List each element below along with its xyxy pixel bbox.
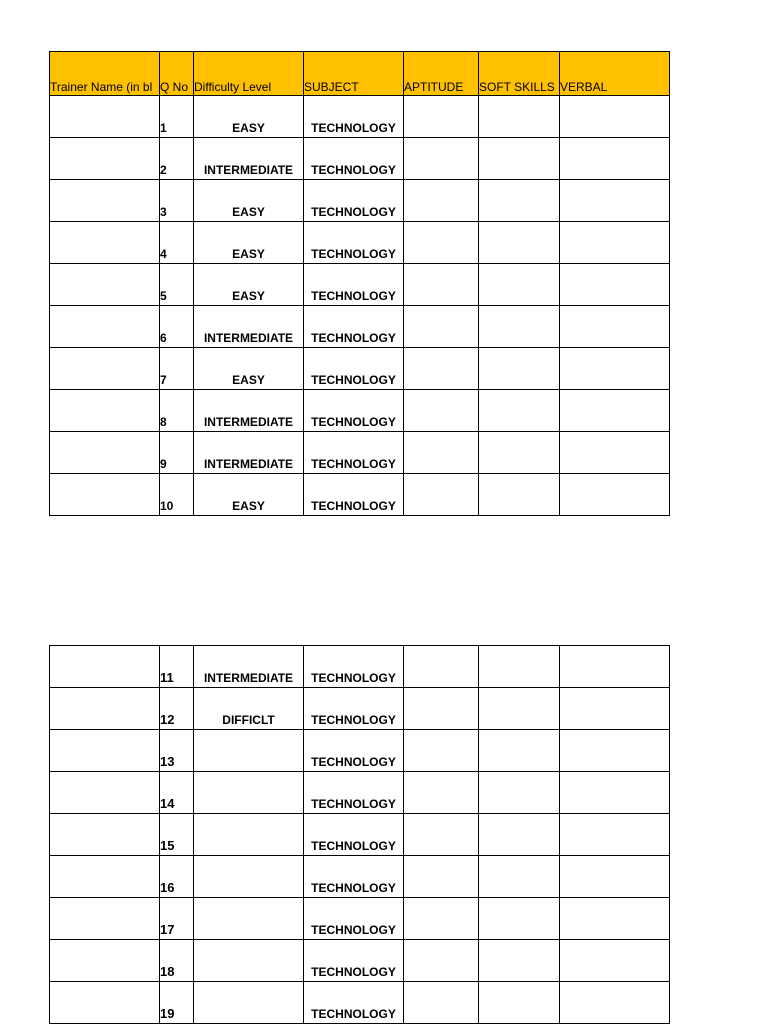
- table-row: [50, 96, 670, 138]
- difficulty-cell[interactable]: [194, 348, 304, 390]
- aptitude-cell[interactable]: [404, 474, 479, 516]
- difficulty-cell-text: EASY: [232, 121, 265, 135]
- subject-cell[interactable]: [304, 856, 404, 898]
- soft-skills-cell[interactable]: [479, 306, 560, 348]
- subject-cell-text: TECHNOLOGY: [311, 415, 396, 429]
- subject-cell-text: TECHNOLOGY: [311, 713, 396, 727]
- header-q-no[interactable]: Q No: [160, 52, 194, 96]
- q-no-cell-text: 15: [160, 838, 175, 853]
- aptitude-cell[interactable]: [404, 138, 479, 180]
- subject-cell-text: TECHNOLOGY: [311, 289, 396, 303]
- aptitude-cell-text: [404, 513, 478, 515]
- table-row: [50, 180, 670, 222]
- soft-skills-cell[interactable]: [479, 390, 560, 432]
- table-row: [50, 856, 670, 898]
- trainer-name-cell[interactable]: [50, 688, 160, 730]
- trainer-name-cell[interactable]: [50, 264, 160, 306]
- aptitude-cell[interactable]: [404, 772, 479, 814]
- verbal-cell[interactable]: [560, 730, 670, 772]
- header-verbal[interactable]: VERBAL: [560, 52, 670, 96]
- subject-cell-text: TECHNOLOGY: [311, 499, 396, 513]
- subject-cell[interactable]: [304, 646, 404, 688]
- subject-cell-text: TECHNOLOGY: [311, 671, 396, 685]
- question-table-2: [49, 645, 670, 1024]
- subject-cell[interactable]: [304, 96, 404, 138]
- q-no-cell[interactable]: [160, 772, 194, 814]
- header-row: [50, 52, 670, 96]
- aptitude-cell[interactable]: [404, 688, 479, 730]
- soft-skills-cell[interactable]: [479, 264, 560, 306]
- verbal-cell[interactable]: [560, 306, 670, 348]
- difficulty-cell-text: INTERMEDIATE: [203, 331, 294, 345]
- soft-skills-cell[interactable]: [479, 96, 560, 138]
- q-no-cell-text: 2: [160, 163, 167, 177]
- aptitude-cell[interactable]: [404, 856, 479, 898]
- trainer-name-cell[interactable]: [50, 730, 160, 772]
- verbal-cell[interactable]: [560, 814, 670, 856]
- soft-skills-cell[interactable]: [479, 772, 560, 814]
- q-no-cell-text: 17: [160, 922, 175, 937]
- q-no-cell[interactable]: [160, 730, 194, 772]
- subject-cell[interactable]: [304, 772, 404, 814]
- aptitude-cell[interactable]: [404, 348, 479, 390]
- difficulty-cell-text: EASY: [232, 499, 265, 513]
- trainer-name-cell[interactable]: [50, 306, 160, 348]
- q-no-cell-text: 3: [160, 205, 167, 219]
- q-no-cell-text: 16: [160, 880, 175, 895]
- table-row: [50, 432, 670, 474]
- verbal-cell[interactable]: [560, 264, 670, 306]
- aptitude-cell[interactable]: [404, 898, 479, 940]
- verbal-cell[interactable]: [560, 940, 670, 982]
- verbal-cell[interactable]: [560, 898, 670, 940]
- verbal-cell[interactable]: [560, 646, 670, 688]
- q-no-cell[interactable]: [160, 474, 194, 516]
- table-row: [50, 348, 670, 390]
- q-no-cell[interactable]: [160, 898, 194, 940]
- subject-cell-text: TECHNOLOGY: [311, 163, 396, 177]
- subject-cell[interactable]: [304, 432, 404, 474]
- verbal-cell[interactable]: [560, 96, 670, 138]
- subject-cell[interactable]: [304, 814, 404, 856]
- difficulty-cell[interactable]: [194, 390, 304, 432]
- subject-cell[interactable]: [304, 940, 404, 982]
- soft-skills-cell[interactable]: [479, 138, 560, 180]
- aptitude-cell[interactable]: [404, 940, 479, 982]
- header-aptitude[interactable]: APTITUDE: [404, 52, 479, 96]
- soft-skills-cell[interactable]: [479, 730, 560, 772]
- difficulty-cell[interactable]: [194, 96, 304, 138]
- subject-cell[interactable]: [304, 730, 404, 772]
- table-row: [50, 138, 670, 180]
- table-row: [50, 306, 670, 348]
- soft-skills-cell[interactable]: [479, 180, 560, 222]
- subject-cell-text: TECHNOLOGY: [311, 247, 396, 261]
- q-no-cell[interactable]: [160, 432, 194, 474]
- subject-cell[interactable]: [304, 138, 404, 180]
- soft-skills-cell[interactable]: [479, 348, 560, 390]
- table-row: [50, 688, 670, 730]
- q-no-cell[interactable]: [160, 856, 194, 898]
- q-no-cell[interactable]: [160, 264, 194, 306]
- header-soft-skills[interactable]: SOFT SKILLS: [479, 52, 560, 96]
- q-no-cell[interactable]: [160, 646, 194, 688]
- difficulty-cell[interactable]: [194, 940, 304, 982]
- soft-skills-cell-text: [479, 513, 559, 515]
- q-no-cell[interactable]: [160, 306, 194, 348]
- subject-cell[interactable]: [304, 982, 404, 1024]
- difficulty-cell-text: INTERMEDIATE: [203, 457, 294, 471]
- aptitude-cell[interactable]: [404, 646, 479, 688]
- table-row: [50, 222, 670, 264]
- q-no-cell[interactable]: [160, 390, 194, 432]
- q-no-cell-text: 10: [160, 499, 174, 513]
- difficulty-cell[interactable]: [194, 982, 304, 1024]
- trainer-name-cell[interactable]: [50, 138, 160, 180]
- difficulty-cell[interactable]: [194, 730, 304, 772]
- verbal-cell[interactable]: [560, 390, 670, 432]
- trainer-name-cell[interactable]: [50, 222, 160, 264]
- verbal-cell[interactable]: [560, 138, 670, 180]
- subject-cell[interactable]: [304, 222, 404, 264]
- table-row: [50, 772, 670, 814]
- aptitude-cell[interactable]: [404, 814, 479, 856]
- subject-cell[interactable]: [304, 474, 404, 516]
- difficulty-cell-text: DIFFICLT: [222, 713, 275, 727]
- trainer-name-cell-text: [50, 513, 159, 515]
- q-no-cell[interactable]: [160, 982, 194, 1024]
- verbal-cell[interactable]: [560, 772, 670, 814]
- soft-skills-cell[interactable]: [479, 898, 560, 940]
- soft-skills-cell[interactable]: [479, 222, 560, 264]
- trainer-name-cell[interactable]: [50, 96, 160, 138]
- q-no-cell-text: 4: [160, 247, 167, 261]
- trainer-name-cell[interactable]: [50, 856, 160, 898]
- difficulty-cell[interactable]: [194, 264, 304, 306]
- verbal-cell[interactable]: [560, 222, 670, 264]
- soft-skills-cell[interactable]: [479, 856, 560, 898]
- subject-cell-text: TECHNOLOGY: [311, 457, 396, 471]
- difficulty-cell[interactable]: [194, 138, 304, 180]
- table-row: [50, 390, 670, 432]
- verbal-cell[interactable]: [560, 856, 670, 898]
- aptitude-cell[interactable]: [404, 264, 479, 306]
- difficulty-cell-text: INTERMEDIATE: [203, 415, 294, 429]
- table-row: [50, 646, 670, 688]
- verbal-cell[interactable]: [560, 348, 670, 390]
- verbal-cell-text: [560, 1021, 669, 1023]
- difficulty-cell[interactable]: [194, 772, 304, 814]
- soft-skills-cell-text: [479, 1021, 559, 1023]
- subject-cell-text: TECHNOLOGY: [311, 205, 396, 219]
- difficulty-cell[interactable]: [194, 180, 304, 222]
- trainer-name-cell[interactable]: [50, 348, 160, 390]
- header-trainer-name[interactable]: Trainer Name (in bl: [50, 52, 160, 96]
- q-no-cell[interactable]: [160, 688, 194, 730]
- trainer-name-cell[interactable]: [50, 772, 160, 814]
- q-no-cell[interactable]: [160, 138, 194, 180]
- difficulty-cell[interactable]: [194, 898, 304, 940]
- difficulty-cell-text: EASY: [232, 205, 265, 219]
- q-no-cell[interactable]: [160, 348, 194, 390]
- verbal-cell[interactable]: [560, 180, 670, 222]
- table-row: [50, 474, 670, 516]
- subject-cell-text: TECHNOLOGY: [311, 965, 396, 979]
- q-no-cell-text: 19: [160, 1006, 175, 1021]
- trainer-name-cell[interactable]: [50, 814, 160, 856]
- difficulty-cell[interactable]: [194, 814, 304, 856]
- q-no-cell[interactable]: [160, 96, 194, 138]
- q-no-cell[interactable]: [160, 222, 194, 264]
- subject-cell-text: TECHNOLOGY: [311, 755, 396, 769]
- subject-cell[interactable]: [304, 688, 404, 730]
- aptitude-cell[interactable]: [404, 730, 479, 772]
- subject-cell[interactable]: [304, 898, 404, 940]
- q-no-cell[interactable]: [160, 940, 194, 982]
- q-no-cell-text: 9: [160, 457, 167, 471]
- verbal-cell[interactable]: [560, 688, 670, 730]
- table-row: [50, 814, 670, 856]
- verbal-cell[interactable]: [560, 432, 670, 474]
- q-no-cell-text: 11: [160, 670, 174, 685]
- trainer-name-cell[interactable]: [50, 180, 160, 222]
- trainer-name-cell[interactable]: [50, 474, 160, 516]
- verbal-cell[interactable]: [560, 474, 670, 516]
- trainer-name-cell[interactable]: [50, 646, 160, 688]
- q-no-cell[interactable]: [160, 180, 194, 222]
- subject-cell-text: TECHNOLOGY: [311, 1007, 396, 1021]
- q-no-cell-text: 1: [160, 121, 167, 135]
- aptitude-cell-text: [404, 1021, 478, 1023]
- subject-cell[interactable]: [304, 306, 404, 348]
- difficulty-cell-text: EASY: [232, 247, 265, 261]
- subject-cell[interactable]: [304, 180, 404, 222]
- subject-cell-text: TECHNOLOGY: [311, 839, 396, 853]
- difficulty-cell[interactable]: [194, 474, 304, 516]
- soft-skills-cell[interactable]: [479, 646, 560, 688]
- aptitude-cell[interactable]: [404, 222, 479, 264]
- verbal-cell-text: [560, 513, 669, 515]
- subject-cell-text: TECHNOLOGY: [311, 121, 396, 135]
- subject-cell[interactable]: [304, 390, 404, 432]
- q-no-cell-text: 6: [160, 331, 167, 345]
- difficulty-cell-text: EASY: [232, 289, 265, 303]
- difficulty-cell[interactable]: [194, 646, 304, 688]
- table-row: [50, 264, 670, 306]
- header-difficulty-level[interactable]: Difficulty Level: [194, 52, 304, 96]
- difficulty-cell[interactable]: [194, 306, 304, 348]
- subject-cell[interactable]: [304, 264, 404, 306]
- soft-skills-cell[interactable]: [479, 432, 560, 474]
- soft-skills-cell[interactable]: [479, 940, 560, 982]
- trainer-name-cell[interactable]: [50, 940, 160, 982]
- question-table-1: [49, 51, 670, 516]
- soft-skills-cell[interactable]: [479, 474, 560, 516]
- trainer-name-cell[interactable]: [50, 390, 160, 432]
- difficulty-cell[interactable]: [194, 432, 304, 474]
- difficulty-cell-text: INTERMEDIATE: [203, 671, 294, 685]
- aptitude-cell[interactable]: [404, 306, 479, 348]
- aptitude-cell[interactable]: [404, 982, 479, 1024]
- q-no-cell-text: 8: [160, 415, 167, 429]
- subject-cell-text: TECHNOLOGY: [311, 373, 396, 387]
- table-row: [50, 898, 670, 940]
- soft-skills-cell[interactable]: [479, 982, 560, 1024]
- table-row: [50, 982, 670, 1024]
- trainer-name-cell[interactable]: [50, 432, 160, 474]
- difficulty-cell[interactable]: [194, 222, 304, 264]
- difficulty-cell-text: [194, 1021, 303, 1023]
- table-row: [50, 730, 670, 772]
- aptitude-cell[interactable]: [404, 96, 479, 138]
- trainer-name-cell-text: [50, 1021, 159, 1023]
- difficulty-cell[interactable]: [194, 856, 304, 898]
- subject-cell-text: TECHNOLOGY: [311, 923, 396, 937]
- q-no-cell-text: 7: [160, 373, 167, 387]
- header-subject[interactable]: SUBJECT: [304, 52, 404, 96]
- q-no-cell-text: 13: [160, 754, 175, 769]
- subject-cell-text: TECHNOLOGY: [311, 881, 396, 895]
- q-no-cell-text: 5: [160, 289, 167, 303]
- q-no-cell-text: 14: [160, 796, 175, 811]
- subject-cell-text: TECHNOLOGY: [311, 797, 396, 811]
- difficulty-cell-text: EASY: [232, 373, 265, 387]
- soft-skills-cell[interactable]: [479, 814, 560, 856]
- trainer-name-cell[interactable]: [50, 898, 160, 940]
- subject-cell-text: TECHNOLOGY: [311, 331, 396, 345]
- table-row: [50, 940, 670, 982]
- aptitude-cell[interactable]: [404, 180, 479, 222]
- difficulty-cell-text: INTERMEDIATE: [203, 163, 294, 177]
- aptitude-cell[interactable]: [404, 432, 479, 474]
- subject-cell[interactable]: [304, 348, 404, 390]
- q-no-cell-text: 12: [160, 712, 175, 727]
- verbal-cell[interactable]: [560, 982, 670, 1024]
- trainer-name-cell[interactable]: [50, 982, 160, 1024]
- soft-skills-cell[interactable]: [479, 688, 560, 730]
- q-no-cell-text: 18: [160, 964, 175, 979]
- aptitude-cell[interactable]: [404, 390, 479, 432]
- q-no-cell[interactable]: [160, 814, 194, 856]
- difficulty-cell[interactable]: [194, 688, 304, 730]
